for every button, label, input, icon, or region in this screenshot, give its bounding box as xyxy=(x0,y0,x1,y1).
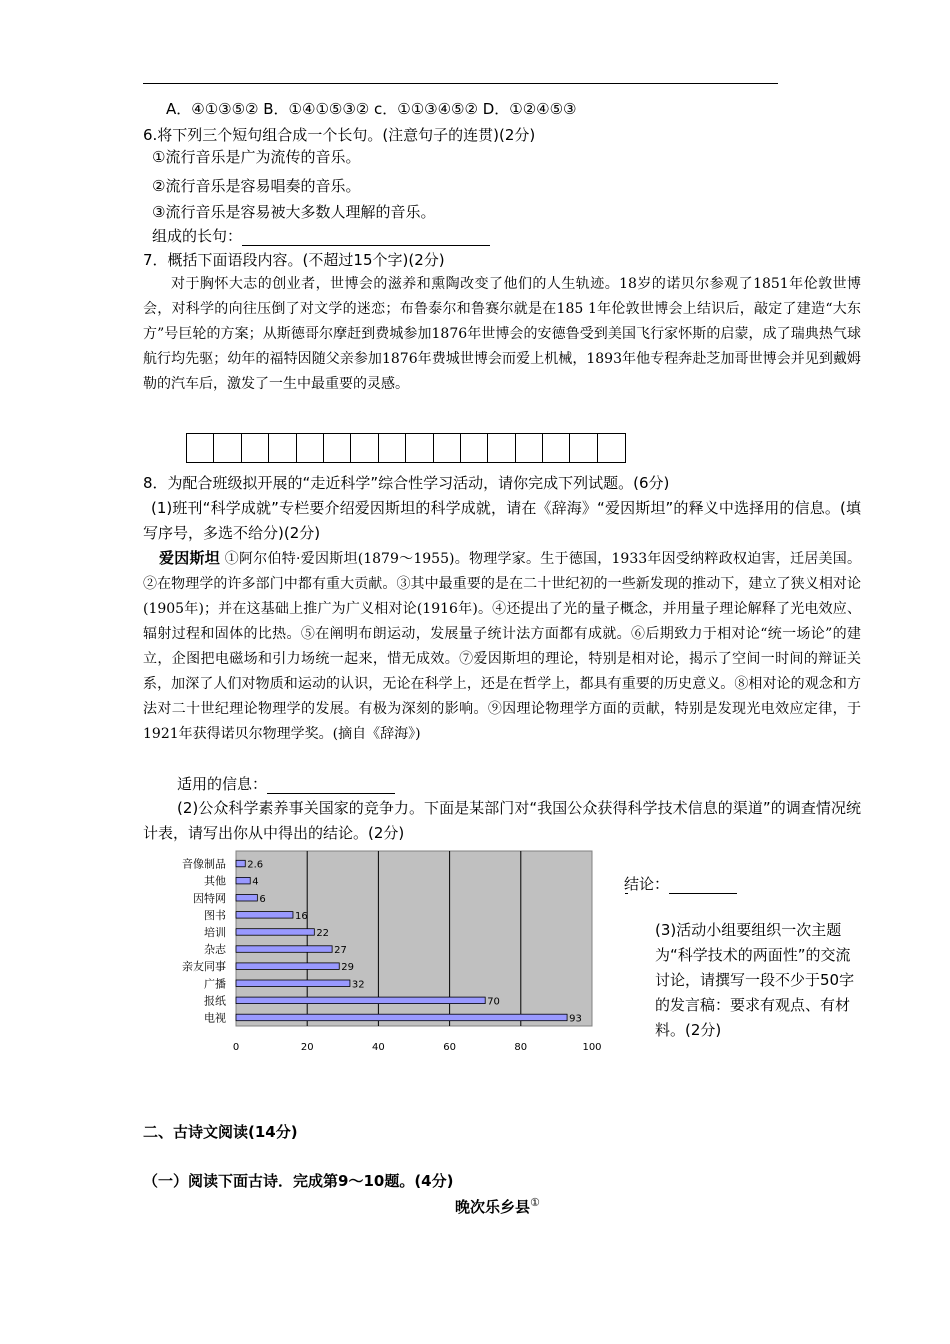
bar xyxy=(236,860,245,867)
answer-box[interactable] xyxy=(269,434,296,462)
category-label: 音像制品 xyxy=(182,857,226,871)
section2-part1: （一）阅读下面古诗．完成第9～10题。(4分) xyxy=(143,1172,454,1190)
q7-passage: 对于胸怀大志的创业者，世博会的滋养和熏陶改变了他们的人生轨迹。18岁的诺贝尔参观了1851年伦敦世博会，对科学的向往压倒了对文学的迷恋；布鲁泰尔和鲁赛尔就是在185 1年伦敦世博会上结识后，敲定了建造“大东方”号巨轮的方案；从斯德哥尔摩赶到费城参加1876年世博会的安德鲁受到美国飞行家怀斯的启蒙，成了瑞典热气球航行均先驱；幼年的福特因随父亲参加1876年费城世博会而爱上机械，1893年他专程奔赴芝加哥世博会并见到戴姆勒的汽车后，激发了一生中最重要的灵感。 xyxy=(143,276,861,392)
category-label: 广播 xyxy=(204,977,226,991)
bar xyxy=(236,946,332,953)
q6-answer-line[interactable] xyxy=(152,225,490,246)
answer-box[interactable] xyxy=(570,434,597,462)
q7-answer-boxes[interactable] xyxy=(186,433,626,463)
bar xyxy=(236,997,485,1004)
answer-box[interactable] xyxy=(461,434,488,462)
answer-box[interactable] xyxy=(187,434,214,462)
category-label: 杂志 xyxy=(204,943,226,957)
category-label: 其他 xyxy=(204,874,226,888)
q6-answer-label: 组成的长句： xyxy=(152,227,243,245)
info-blank[interactable] xyxy=(267,779,395,794)
answer-box[interactable] xyxy=(324,434,351,462)
answer-box[interactable] xyxy=(516,434,543,462)
data-label: 29 xyxy=(341,962,354,974)
answer-box[interactable] xyxy=(214,434,241,462)
answer-box[interactable] xyxy=(598,434,625,462)
data-label: 16 xyxy=(294,910,308,922)
data-label: 2.6 xyxy=(247,859,264,871)
conclusion-blank[interactable] xyxy=(669,879,737,894)
category-label: 培训 xyxy=(204,925,226,939)
q8-sub3: (3)活动小组要组织一次主题为“科学技术的两面性”的交流讨论，请撰写一段不少于50字的发言稿：要求有观点、有材料。(2分) xyxy=(655,921,855,1039)
data-label: 6 xyxy=(259,893,266,905)
category-label: 亲友同事 xyxy=(182,960,226,974)
q6-item-3: ③流行音乐是容易被大多数人理解的音乐。 xyxy=(152,203,436,221)
section2-title: 二、古诗文阅读(14分) xyxy=(143,1123,298,1141)
q7-title: 7．概括下面语段内容。(不超过15个字)(2分) xyxy=(143,251,445,269)
answer-box[interactable] xyxy=(543,434,570,462)
bar xyxy=(236,980,350,987)
channel-bar-chart xyxy=(165,846,605,1061)
bar xyxy=(236,1014,567,1021)
entry-headword: 爱因斯坦 xyxy=(159,549,221,567)
data-label: 70 xyxy=(487,996,500,1008)
category-label: 图书 xyxy=(204,908,226,922)
answer-box[interactable] xyxy=(379,434,406,462)
data-label: 32 xyxy=(351,979,365,991)
x-tick-label: 0 xyxy=(232,1042,240,1053)
bar xyxy=(236,877,250,884)
einstein-entry xyxy=(143,546,861,747)
x-tick-label: 40 xyxy=(372,1042,385,1053)
q6-item-1: ①流行音乐是广为流传的音乐。 xyxy=(152,148,361,166)
x-tick-label: 20 xyxy=(300,1042,314,1053)
x-tick-label: 100 xyxy=(582,1042,602,1053)
q5-options: A．④①③⑤② B．①④①⑤③② c．①①③④⑤② D．①②④⑤③ xyxy=(166,100,577,118)
q8-info-line[interactable] xyxy=(177,773,395,794)
q6-item-2: ②流行音乐是容易唱奏的音乐。 xyxy=(152,177,361,195)
category-label: 电视 xyxy=(204,1011,226,1025)
category-label: 因特网 xyxy=(193,891,226,905)
poem-title-line xyxy=(455,1196,540,1217)
data-label: 93 xyxy=(569,1013,582,1025)
q6-answer-blank[interactable] xyxy=(242,231,490,246)
answer-box[interactable] xyxy=(434,434,461,462)
answer-box[interactable] xyxy=(242,434,269,462)
answer-box[interactable] xyxy=(488,434,515,462)
answer-box[interactable] xyxy=(406,434,433,462)
x-tick-label: 60 xyxy=(443,1042,456,1053)
info-label: 适用的信息： xyxy=(177,775,268,793)
q6-title: 6.将下列三个短句组合成一个长句。(注意句子的连贯)(2分) xyxy=(143,126,536,144)
q8-sub1: (1)班刊“科学成就”专栏要介绍爱因斯坦的科学成就，请在《辞海》“爱因斯坦”的释义中选择用的信息。(填写序号，多选不给分)(2分) xyxy=(143,499,861,542)
data-label: 4 xyxy=(252,876,259,888)
x-tick-label: 80 xyxy=(514,1042,528,1053)
poem-footnote-mark: ① xyxy=(530,1196,540,1209)
category-label: 报纸 xyxy=(204,994,226,1008)
conclusion-label: 结论： xyxy=(624,875,670,893)
poem-title: 晚次乐乡县 xyxy=(455,1198,531,1216)
data-label: 27 xyxy=(334,945,347,957)
bar xyxy=(236,912,293,919)
q8-sub2: (2)公众科学素养事关国家的竞争力。下面是某部门对“我国公众获得科学技术信息的渠道”的调查情况统计表，请写出你从中得出的结论。(2分) xyxy=(143,799,861,842)
bar xyxy=(236,963,339,970)
data-label: 22 xyxy=(316,927,330,939)
answer-box[interactable] xyxy=(297,434,324,462)
q8-title: 8．为配合班级拟开展的“走近科学”综合性学习活动，请你完成下列试题。(6分) xyxy=(143,474,670,492)
q8-conclusion-line[interactable] xyxy=(624,873,737,894)
top-rule xyxy=(143,83,778,84)
stray-mark xyxy=(625,893,628,894)
entry-body: ①阿尔伯特·爱因斯坦(1879～1955)。物理学家。生于德国，1933年因受纳粹政权迫害，迁居美国。②在物理学的许多部门中都有重大贡献。③其中最重要的是在二十世纪初的一些新发现的推动下，建立了狭义相对论(1905年)；并在这基础上推广为广义相对论(1916年)。④还提出了光的量子概念，并用量子理论解释了光电效应、辐射过程和固体的比热。⑤在阐明布朗运动，发展量子统计法方面都有成就。⑥后期致力于相对论“统一场论”的建立，企图把电磁场和引力场统一起来，惜无成效。⑦爱因斯坦的理论，特别是相对论，揭示了空间一时间的辩证关系，加深了人们对物质和运动的认识，无论在科学上，还是在哲学上，都具有重要的历史意义。⑧相对论的观念和方法对二十世纪理论物理学的发展。有极为深刻的影响。⑨因理论物理学方面的贡献，特别是发现光电效应定律，于1921年获得诺贝尔物理学奖。(摘自《辞海》) xyxy=(143,551,861,742)
bar xyxy=(236,895,257,902)
answer-box[interactable] xyxy=(351,434,378,462)
bar xyxy=(236,929,314,936)
